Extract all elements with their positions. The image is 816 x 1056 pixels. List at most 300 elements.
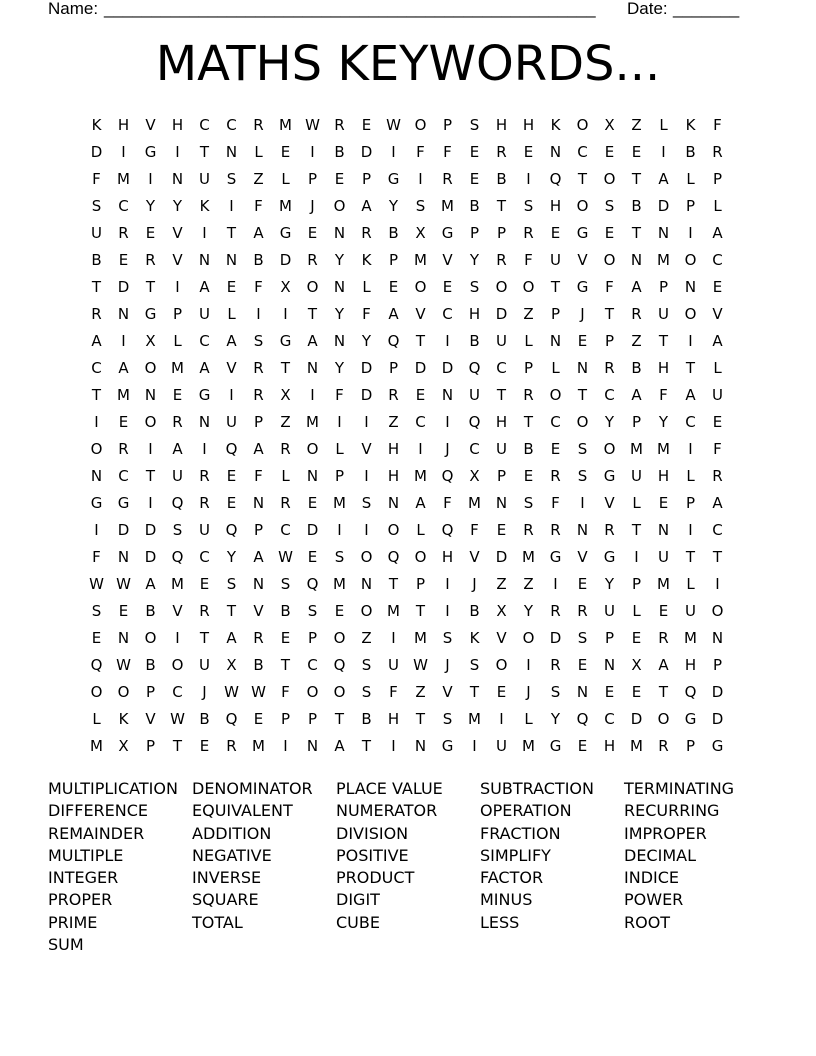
- grid-letter: N: [306, 359, 319, 377]
- grid-letter: O: [306, 683, 319, 701]
- grid-letter: P: [604, 332, 615, 350]
- grid-letter: P: [415, 575, 426, 593]
- grid-letter: A: [631, 386, 642, 404]
- grid-letter: L: [632, 602, 641, 620]
- grid-row: [83, 733, 733, 760]
- grid-letter: R: [280, 494, 291, 512]
- grid-letter: O: [657, 710, 670, 728]
- grid-letter: V: [496, 629, 507, 647]
- grid-letter: O: [333, 197, 346, 215]
- grid-letter: D: [441, 359, 454, 377]
- grid-letter: O: [495, 656, 508, 674]
- grid-letter: U: [199, 305, 210, 323]
- grid-letter: G: [549, 737, 562, 755]
- grid-letter: M: [684, 629, 697, 647]
- grid-letter: K: [361, 251, 372, 269]
- grid-letter: I: [688, 332, 693, 350]
- grid-letter: X: [280, 386, 291, 404]
- grid-letter: S: [604, 197, 615, 215]
- grid-letter: I: [688, 440, 693, 458]
- grid-letter: G: [90, 494, 103, 512]
- grid-letter: I: [94, 413, 99, 431]
- grid-letter: R: [442, 170, 453, 188]
- grid-letter: E: [496, 683, 507, 701]
- grid-letter: L: [686, 170, 695, 188]
- grid-letter: R: [604, 359, 615, 377]
- grid-letter: P: [307, 710, 318, 728]
- grid-letter: Z: [496, 575, 507, 593]
- word-list-item: RECURRING: [624, 801, 720, 821]
- grid-letter: T: [658, 332, 669, 350]
- grid-letter: T: [145, 278, 156, 296]
- grid-letter: Q: [549, 170, 562, 188]
- grid-letter: D: [144, 521, 157, 539]
- grid-letter: E: [577, 575, 588, 593]
- grid-letter: M: [333, 575, 346, 593]
- grid-letter: Q: [684, 683, 697, 701]
- grid-letter: O: [603, 251, 616, 269]
- grid-letter: W: [305, 116, 320, 134]
- grid-letter: F: [389, 683, 398, 701]
- grid-letter: Q: [576, 710, 589, 728]
- grid-letter: P: [280, 710, 291, 728]
- grid-letter: M: [441, 197, 454, 215]
- grid-letter: H: [117, 116, 130, 134]
- grid-letter: I: [391, 629, 396, 647]
- grid-letter: F: [335, 386, 344, 404]
- word-list-item: PRODUCT: [336, 868, 415, 888]
- grid-letter: P: [307, 170, 318, 188]
- word-list-item: SQUARE: [192, 890, 259, 910]
- grid-letter: N: [117, 305, 130, 323]
- grid-letter: R: [550, 656, 561, 674]
- word-list-item: OPERATION: [480, 801, 572, 821]
- grid-letter: B: [253, 251, 264, 269]
- grid-letter: M: [630, 440, 643, 458]
- grid-letter: E: [442, 278, 453, 296]
- grid-letter: T: [226, 602, 237, 620]
- grid-letter: I: [472, 737, 477, 755]
- grid-letter: Q: [441, 521, 454, 539]
- grid-letter: T: [685, 359, 696, 377]
- grid-letter: U: [199, 656, 210, 674]
- grid-letter: E: [145, 224, 156, 242]
- grid-letter: R: [199, 494, 210, 512]
- grid-letter: U: [388, 656, 399, 674]
- word-list-item: SUM: [48, 935, 84, 955]
- grid-letter: F: [713, 116, 722, 134]
- grid-letter: V: [145, 116, 156, 134]
- grid-letter: N: [360, 575, 373, 593]
- grid-letter: A: [253, 548, 264, 566]
- grid-letter: V: [226, 359, 237, 377]
- grid-letter: I: [634, 548, 639, 566]
- grid-letter: Q: [387, 332, 400, 350]
- grid-letter: O: [306, 440, 319, 458]
- grid-letter: A: [388, 305, 399, 323]
- grid-letter: V: [415, 305, 426, 323]
- grid-letter: Y: [334, 305, 345, 323]
- grid-letter: N: [252, 575, 265, 593]
- grid-letter: E: [658, 602, 669, 620]
- grid-letter: G: [198, 386, 211, 404]
- grid-letter: N: [90, 467, 103, 485]
- grid-letter: O: [90, 683, 103, 701]
- grid-letter: X: [145, 332, 156, 350]
- grid-letter: C: [199, 548, 210, 566]
- word-list-item: INDICE: [624, 868, 680, 888]
- grid-letter: K: [91, 116, 102, 134]
- grid-row: [83, 490, 733, 517]
- grid-letter: N: [576, 521, 589, 539]
- grid-letter: H: [495, 116, 508, 134]
- grid-letter: E: [550, 440, 561, 458]
- grid-letter: C: [226, 116, 237, 134]
- grid-letter: Y: [361, 332, 372, 350]
- grid-letter: O: [495, 278, 508, 296]
- grid-letter: E: [199, 575, 210, 593]
- grid-letter: O: [144, 629, 157, 647]
- grid-letter: W: [89, 575, 104, 593]
- grid-letter: E: [118, 413, 129, 431]
- grid-row: [83, 247, 733, 274]
- grid-letter: P: [361, 170, 372, 188]
- grid-letter: T: [631, 170, 642, 188]
- grid-letter: M: [657, 575, 670, 593]
- grid-letter: R: [712, 143, 723, 161]
- grid-row: [83, 652, 733, 679]
- grid-row: [83, 679, 733, 706]
- grid-letter: T: [280, 359, 291, 377]
- grid-letter: D: [90, 143, 103, 161]
- grid-letter: Y: [550, 710, 561, 728]
- grid-letter: V: [361, 440, 372, 458]
- grid-letter: X: [496, 602, 507, 620]
- grid-letter: I: [526, 656, 531, 674]
- grid-letter: P: [658, 278, 669, 296]
- grid-letter: E: [334, 170, 345, 188]
- grid-letter: O: [333, 629, 346, 647]
- grid-letter: A: [226, 629, 237, 647]
- grid-letter: E: [604, 224, 615, 242]
- grid-letter: S: [469, 278, 480, 296]
- grid-letter: M: [171, 359, 184, 377]
- grid-letter: E: [631, 683, 642, 701]
- grid-letter: N: [225, 251, 238, 269]
- grid-letter: O: [603, 170, 616, 188]
- grid-letter: M: [522, 737, 535, 755]
- grid-letter: G: [441, 737, 454, 755]
- grid-letter: A: [253, 224, 264, 242]
- grid-letter: P: [145, 737, 156, 755]
- grid-letter: V: [145, 710, 156, 728]
- grid-letter: M: [252, 737, 265, 755]
- grid-letter: O: [117, 683, 130, 701]
- grid-letter: P: [712, 170, 723, 188]
- grid-letter: E: [712, 413, 723, 431]
- word-list-item: INVERSE: [192, 868, 262, 888]
- grid-letter: O: [576, 116, 589, 134]
- grid-letter: P: [469, 224, 480, 242]
- grid-letter: R: [145, 251, 156, 269]
- grid-letter: L: [92, 710, 101, 728]
- grid-letter: L: [632, 494, 641, 512]
- grid-letter: I: [661, 143, 666, 161]
- grid-letter: G: [603, 548, 616, 566]
- grid-letter: E: [334, 602, 345, 620]
- grid-letter: O: [333, 683, 346, 701]
- grid-letter: P: [496, 224, 507, 242]
- grid-letter: I: [229, 386, 234, 404]
- grid-letter: E: [91, 629, 102, 647]
- grid-letter: T: [658, 683, 669, 701]
- grid-letter: U: [199, 170, 210, 188]
- grid-letter: T: [577, 170, 588, 188]
- grid-letter: E: [496, 521, 507, 539]
- grid-letter: U: [172, 467, 183, 485]
- grid-letter: Y: [145, 197, 156, 215]
- grid-letter: E: [469, 143, 480, 161]
- grid-letter: V: [577, 251, 588, 269]
- grid-letter: Y: [604, 413, 615, 431]
- grid-letter: W: [251, 683, 266, 701]
- grid-letter: R: [253, 629, 264, 647]
- grid-letter: Y: [334, 251, 345, 269]
- grid-letter: M: [117, 386, 130, 404]
- grid-row: [83, 274, 733, 301]
- word-list-item: ROOT: [624, 912, 671, 932]
- grid-letter: H: [387, 710, 400, 728]
- grid-letter: M: [414, 467, 427, 485]
- grid-letter: F: [524, 251, 533, 269]
- grid-letter: L: [713, 197, 722, 215]
- grid-letter: L: [281, 467, 290, 485]
- grid-letter: Z: [361, 629, 372, 647]
- grid-letter: J: [310, 197, 315, 215]
- grid-letter: U: [199, 521, 210, 539]
- grid-letter: T: [685, 548, 696, 566]
- grid-letter: O: [549, 386, 562, 404]
- grid-letter: H: [522, 116, 535, 134]
- grid-letter: Q: [225, 521, 238, 539]
- grid-letter: Y: [388, 197, 399, 215]
- word-list-item: DECIMAL: [624, 845, 696, 865]
- grid-letter: C: [199, 116, 210, 134]
- grid-letter: H: [603, 737, 616, 755]
- grid-letter: H: [657, 359, 670, 377]
- grid-letter: I: [553, 575, 558, 593]
- grid-letter: L: [335, 440, 344, 458]
- grid-letter: R: [550, 467, 561, 485]
- grid-letter: D: [279, 251, 292, 269]
- word-list-item: DIFFERENCE: [48, 801, 149, 821]
- grid-letter: I: [688, 521, 693, 539]
- grid-letter: R: [253, 386, 264, 404]
- name-field-line[interactable]: ____________________________________________________: [104, 0, 596, 18]
- grid-letter: W: [413, 656, 428, 674]
- grid-letter: N: [306, 467, 319, 485]
- word-list-item: MINUS: [480, 890, 533, 910]
- grid-letter: I: [445, 575, 450, 593]
- grid-letter: I: [229, 197, 234, 215]
- grid-letter: P: [550, 305, 561, 323]
- grid-letter: I: [121, 143, 126, 161]
- grid-letter: C: [469, 440, 480, 458]
- grid-letter: D: [549, 629, 562, 647]
- grid-letter: K: [199, 197, 210, 215]
- grid-row: [83, 571, 733, 598]
- grid-letter: O: [576, 197, 589, 215]
- grid-letter: T: [91, 386, 102, 404]
- grid-letter: E: [253, 710, 264, 728]
- grid-letter: D: [711, 683, 724, 701]
- grid-letter: I: [580, 494, 585, 512]
- grid-letter: B: [388, 224, 399, 242]
- grid-letter: N: [414, 737, 427, 755]
- grid-letter: A: [172, 440, 183, 458]
- grid-letter: F: [605, 278, 614, 296]
- grid-letter: U: [604, 602, 615, 620]
- grid-letter: T: [577, 386, 588, 404]
- grid-letter: O: [360, 548, 373, 566]
- grid-letter: O: [144, 413, 157, 431]
- grid-letter: I: [175, 629, 180, 647]
- grid-row: [83, 166, 733, 193]
- grid-letter: N: [117, 548, 130, 566]
- grid-letter: R: [280, 440, 291, 458]
- grid-letter: V: [172, 224, 183, 242]
- grid-letter: U: [550, 251, 561, 269]
- grid-letter: I: [310, 386, 315, 404]
- grid-letter: V: [442, 683, 453, 701]
- grid-letter: T: [415, 710, 426, 728]
- grid-letter: W: [116, 656, 131, 674]
- grid-letter: M: [630, 737, 643, 755]
- grid-letter: M: [306, 413, 319, 431]
- name-label: Name:: [48, 0, 99, 18]
- grid-letter: A: [361, 197, 372, 215]
- grid-letter: P: [442, 116, 453, 134]
- grid-letter: O: [414, 548, 427, 566]
- grid-letter: Q: [225, 440, 238, 458]
- grid-letter: Q: [333, 656, 346, 674]
- date-field-line[interactable]: _______: [673, 0, 740, 18]
- grid-letter: X: [226, 656, 237, 674]
- grid-letter: I: [364, 467, 369, 485]
- grid-letter: S: [226, 170, 237, 188]
- grid-letter: C: [415, 413, 426, 431]
- grid-letter: L: [524, 710, 533, 728]
- grid-letter: B: [280, 602, 291, 620]
- grid-letter: F: [416, 143, 425, 161]
- grid-letter: Z: [415, 683, 426, 701]
- grid-letter: V: [604, 494, 615, 512]
- grid-row: [83, 220, 733, 247]
- grid-letter: I: [526, 170, 531, 188]
- grid-letter: C: [604, 710, 615, 728]
- grid-letter: S: [469, 116, 480, 134]
- grid-letter: M: [171, 575, 184, 593]
- grid-letter: A: [253, 440, 264, 458]
- grid-letter: I: [418, 440, 423, 458]
- grid-letter: O: [360, 602, 373, 620]
- grid-letter: R: [523, 224, 534, 242]
- page-title: MATHS KEYWORDS...: [155, 36, 661, 92]
- grid-letter: D: [630, 710, 643, 728]
- grid-letter: S: [442, 629, 453, 647]
- word-list: [48, 778, 768, 956]
- grid-letter: I: [256, 305, 261, 323]
- grid-letter: A: [658, 170, 669, 188]
- grid-letter: Z: [388, 413, 399, 431]
- grid-letter: D: [360, 386, 373, 404]
- grid-letter: I: [337, 413, 342, 431]
- grid-letter: F: [254, 467, 263, 485]
- grid-letter: Q: [468, 413, 481, 431]
- grid-row: [83, 463, 733, 490]
- grid-row: [83, 436, 733, 463]
- grid-letter: R: [712, 467, 723, 485]
- grid-letter: B: [469, 332, 480, 350]
- grid-letter: Y: [604, 575, 615, 593]
- grid-row: [83, 544, 733, 571]
- grid-letter: R: [496, 251, 507, 269]
- grid-letter: E: [604, 143, 615, 161]
- grid-letter: C: [91, 359, 102, 377]
- grid-letter: N: [171, 170, 184, 188]
- grid-letter: B: [199, 710, 210, 728]
- grid-letter: C: [118, 197, 129, 215]
- grid-row: [83, 517, 733, 544]
- grid-letter: F: [659, 386, 668, 404]
- grid-letter: J: [526, 683, 531, 701]
- grid-letter: T: [496, 386, 507, 404]
- grid-letter: H: [549, 197, 562, 215]
- grid-letter: F: [254, 197, 263, 215]
- grid-letter: L: [362, 278, 371, 296]
- grid-letter: C: [307, 656, 318, 674]
- grid-letter: E: [577, 737, 588, 755]
- word-list-item: FRACTION: [480, 823, 561, 843]
- grid-letter: S: [172, 521, 183, 539]
- grid-letter: I: [148, 440, 153, 458]
- date-label: Date:: [627, 0, 668, 18]
- grid-letter: A: [226, 332, 237, 350]
- grid-letter: N: [306, 737, 319, 755]
- grid-letter: E: [415, 386, 426, 404]
- grid-letter: C: [496, 359, 507, 377]
- grid-letter: K: [550, 116, 561, 134]
- grid-letter: F: [551, 494, 560, 512]
- grid-letter: T: [604, 305, 615, 323]
- grid-letter: A: [199, 278, 210, 296]
- grid-letter: Z: [631, 116, 642, 134]
- grid-letter: D: [657, 197, 670, 215]
- grid-letter: A: [307, 332, 318, 350]
- grid-letter: N: [144, 386, 157, 404]
- grid-letter: C: [685, 413, 696, 431]
- grid-letter: T: [199, 143, 210, 161]
- grid-letter: H: [387, 440, 400, 458]
- grid-letter: Q: [171, 548, 184, 566]
- grid-letter: W: [224, 683, 239, 701]
- grid-letter: T: [496, 197, 507, 215]
- grid-letter: N: [576, 683, 589, 701]
- grid-letter: E: [712, 278, 723, 296]
- grid-letter: A: [91, 332, 102, 350]
- grid-row: [83, 382, 733, 409]
- grid-row: [83, 112, 733, 139]
